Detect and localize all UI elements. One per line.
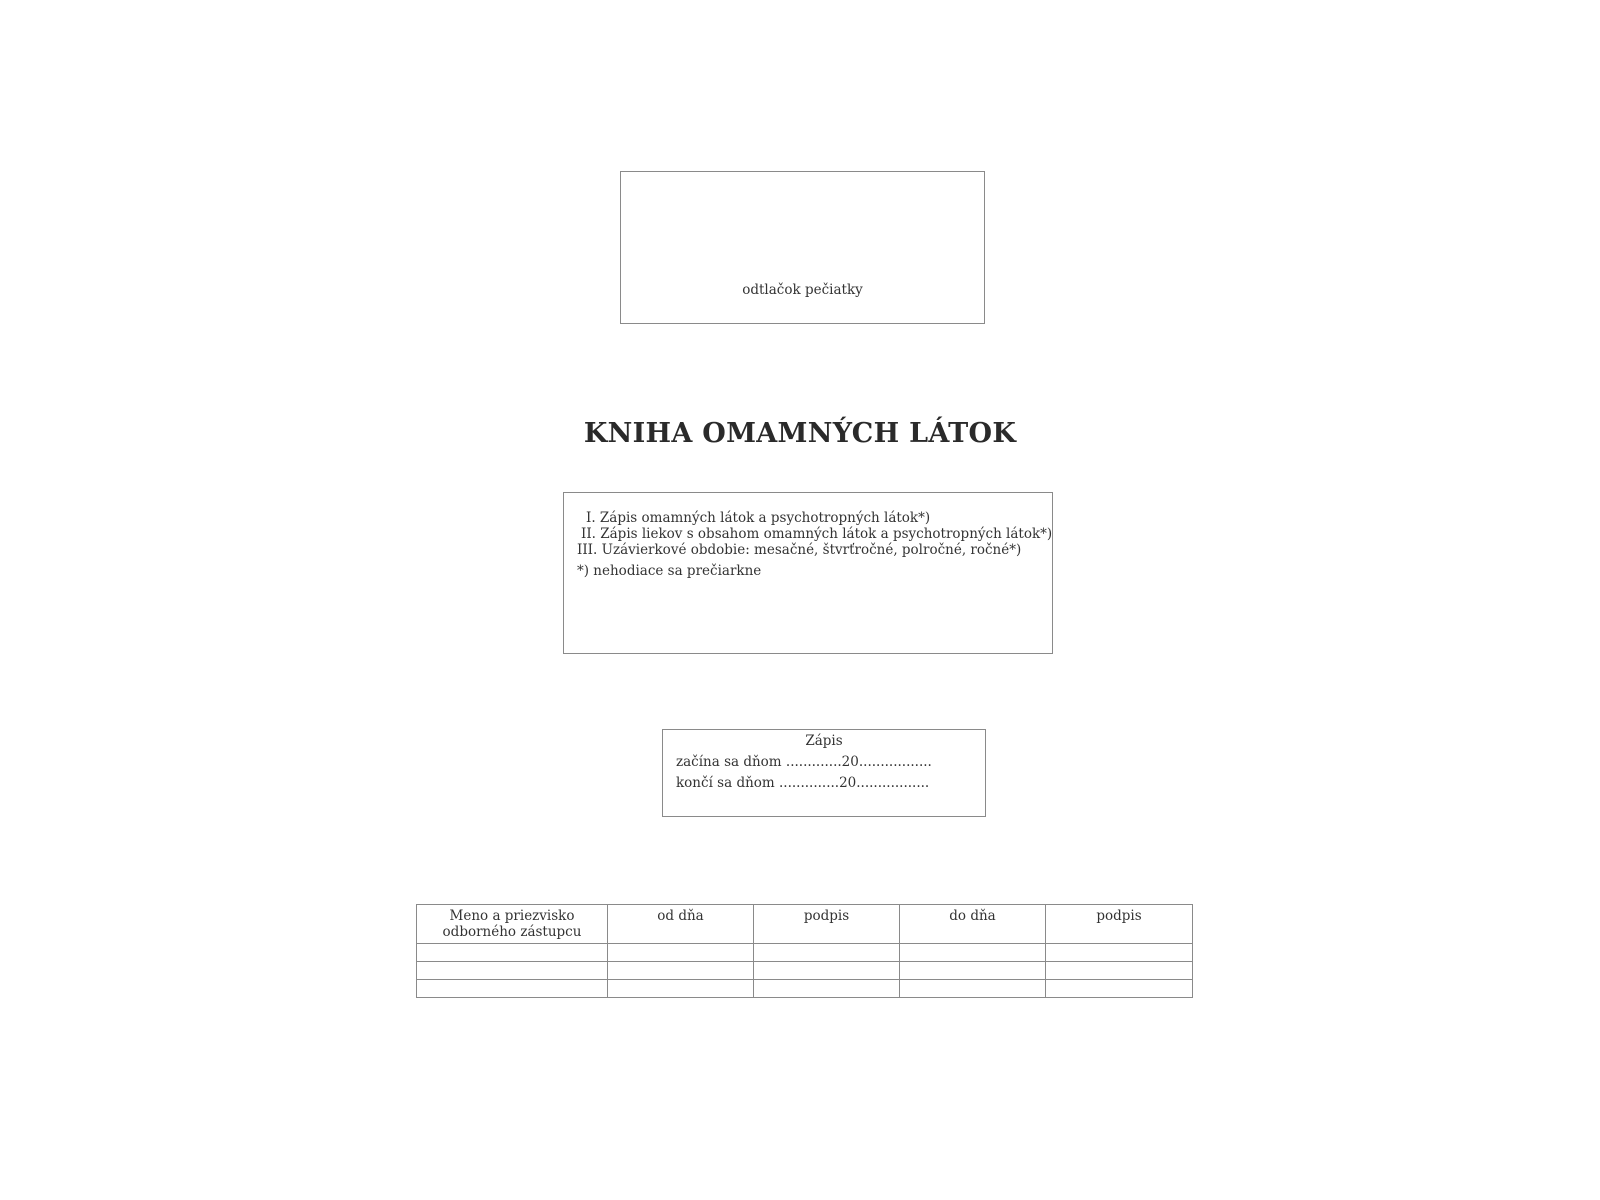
header-to-date: do dňa — [900, 905, 1046, 944]
table-cell[interactable] — [1046, 980, 1193, 998]
section-item-3: III. Uzávierkové obdobie: mesačné, štvrťročné, polročné, ročné*) — [577, 542, 1022, 558]
header-from-date: od dňa — [608, 905, 754, 944]
table-cell[interactable] — [754, 962, 900, 980]
entry-start-line: začína sa dňom .............20................. — [676, 754, 932, 770]
table-cell[interactable] — [417, 962, 608, 980]
table-cell[interactable] — [608, 962, 754, 980]
table-cell[interactable] — [417, 980, 608, 998]
table-cell[interactable] — [1046, 944, 1193, 962]
section-item-1: I. Zápis omamných látok a psychotropných látok*) — [586, 510, 931, 526]
table-cell[interactable] — [900, 962, 1046, 980]
header-signature: podpis — [1046, 905, 1193, 944]
entry-end-line: končí sa dňom ..............20................. — [676, 775, 930, 791]
table-cell[interactable] — [417, 944, 608, 962]
header-name: Meno a priezvisko odborného zástupcu — [417, 905, 608, 944]
table-row — [417, 962, 1193, 980]
table-cell[interactable] — [608, 944, 754, 962]
table-cell[interactable] — [608, 980, 754, 998]
stamp-box — [620, 171, 985, 324]
table-cell[interactable] — [900, 944, 1046, 962]
table-row — [417, 944, 1193, 962]
table-row — [417, 980, 1193, 998]
header-signature: podpis — [754, 905, 900, 944]
table-cell[interactable] — [900, 980, 1046, 998]
table-cell[interactable] — [754, 944, 900, 962]
representative-table — [416, 904, 1193, 998]
table-cell[interactable] — [754, 980, 900, 998]
section-note: *) nehodiace sa prečiarkne — [577, 563, 762, 579]
entry-heading: Zápis — [805, 733, 843, 749]
entry-period-box — [662, 729, 986, 817]
table-cell[interactable] — [1046, 962, 1193, 980]
section-item-2: II. Zápis liekov s obsahom omamných látok a psychotropných látok*) — [581, 526, 1053, 542]
table-header-row — [417, 905, 1193, 944]
sections-box — [563, 492, 1053, 654]
document-title: KNIHA OMAMNÝCH LÁTOK — [583, 418, 1017, 449]
stamp-label: odtlačok pečiatky — [742, 282, 863, 298]
